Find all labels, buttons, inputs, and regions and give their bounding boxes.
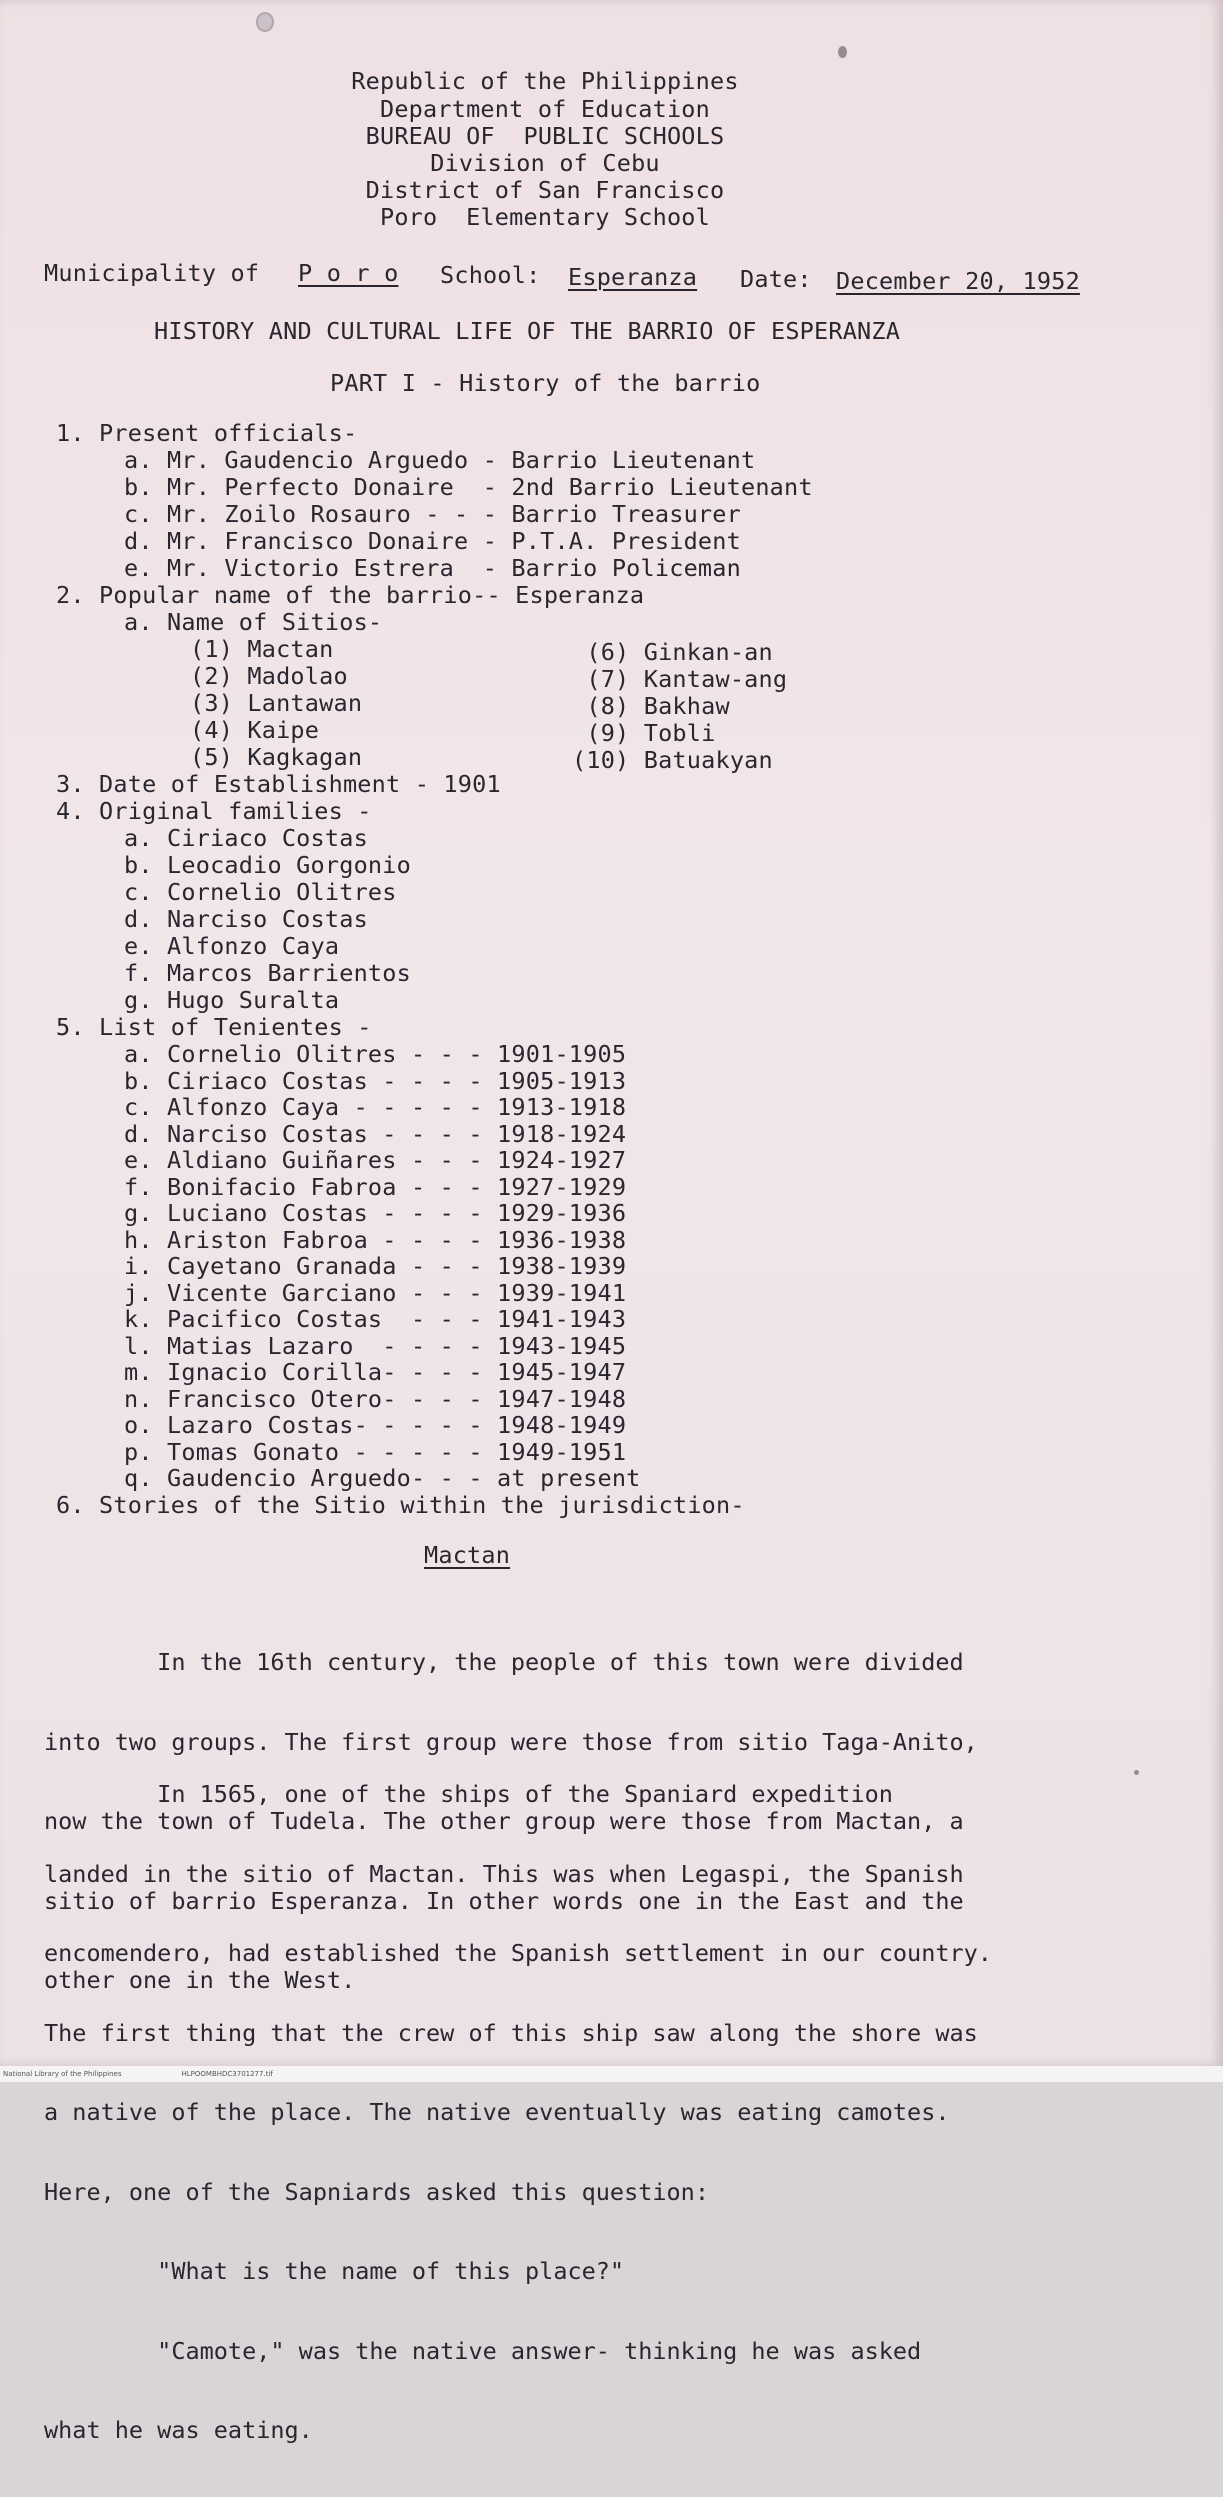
sitio-item: (8) Bakhaw [572,692,730,720]
section-tenientes-heading: 5. List of Tenientes - [56,1013,372,1041]
official-item: e. Mr. Victorio Estrera - Barrio Policeman [124,554,741,582]
teniente-item: d. Narciso Costas - - - - 1918-1924 [124,1119,627,1148]
teniente-item: i. Cayetano Granada - - - 1938-1939 [124,1252,627,1280]
sitio-item: (3) Lantawan [190,689,363,717]
section-popular-name-heading: 2. Popular name of the barrio-- Esperanza [56,581,645,609]
header-line-district: District of San Francisco [365,176,725,204]
teniente-item: e. Aldiano Guiñares - - - 1924-1927 [124,1146,627,1174]
paragraph-line: In the 16th century, the people of this town were divided [44,1648,964,1676]
sitio-item: (1) Mactan [190,635,334,663]
paragraph-line: now the town of Tudela. The other group were those from Mactan, a [44,1807,964,1835]
section-establishment-heading: 3. Date of Establishment - 1901 [56,770,501,798]
date-value: December 20, 1952 [836,267,1080,295]
scan-footer [0,2066,1223,2082]
section-families-heading: 4. Original families - [56,797,372,825]
family-item: f. Marcos Barrientos [124,959,411,987]
sitio-item: (5) Kagkagan [190,743,363,771]
ink-spot [838,46,847,58]
family-item: b. Leocadio Gorgonio [124,851,411,879]
part-title: PART I - History of the barrio [330,369,761,397]
paragraph-line: into two groups. The first group were those from sitio Taga-Anito, [44,1727,978,1756]
ink-spot [1134,1770,1139,1775]
sitio-item: (4) Kaipe [190,716,320,744]
official-item: d. Mr. Francisco Donaire - P.T.A. President [124,527,741,555]
teniente-item: a. Cornelio Olitres - - - 1901-1905 [124,1040,627,1068]
teniente-item: m. Ignacio Corilla- - - - 1945-1947 [124,1358,627,1386]
sitio-item: (2) Madolao [190,662,348,690]
teniente-item: q. Gaudencio Arguedo- - - at present [124,1464,641,1492]
story-paragraph-2 [44,1728,992,2497]
paragraph-line: what he was eating. [44,2416,313,2444]
official-item: b. Mr. Perfecto Donaire - 2nd Barrio Lieutenant [124,473,813,501]
teniente-item: h. Ariston Fabroa - - - - 1936-1938 [124,1225,627,1254]
paragraph-line: a native of the place. The native eventually was eating camotes. [44,2098,950,2126]
document-title: HISTORY AND CULTURAL LIFE OF THE BARRIO OF ESPERANZA [154,317,901,345]
family-item: c. Cornelio Olitres [124,878,397,906]
family-item: g. Hugo Suralta [124,986,340,1014]
paragraph-line: encomendero, had established the Spanish settlement in our country. [44,1939,992,1967]
municipality-label: Municipality of [44,259,260,287]
header-line-republic: Republic of the Philippines [351,67,739,95]
sitio-item: (7) Kantaw-ang [572,665,788,693]
sitio-item: (9) Tobli [572,719,716,747]
footer-source: National Library of the Philippines [3,2070,122,2078]
teniente-item: g. Luciano Costas - - - - 1929-1936 [124,1199,627,1227]
paragraph-line: "Camote," was the native answer- thinking he was asked [44,2336,922,2365]
header-line-department: Department of Education [379,95,710,123]
teniente-item: c. Alfonzo Caya - - - - - 1913-1918 [124,1093,627,1121]
teniente-item: p. Tomas Gonato - - - - - 1949-1951 [124,1437,627,1466]
sitio-item: (10) Batuakyan [572,746,773,774]
paragraph-line: Here, one of the Sapniards asked this question: [44,2177,709,2206]
header-line-bureau: BUREAU OF PUBLIC SCHOOLS [365,122,725,150]
teniente-item: f. Bonifacio Fabroa - - - 1927-1929 [124,1172,627,1201]
paragraph-line: "What is the name of this place?" [44,2257,625,2285]
footer-filename: HLPOOMBHDC3701277.tif [181,2070,273,2078]
paragraph-line: other one in the West. [44,1966,356,1994]
date-label: Date: [740,265,812,293]
paragraph-line: landed in the sitio of Mactan. This was when Legaspi, the Spanish [44,1859,964,1888]
header-line-division: Division of Cebu [430,149,660,177]
family-item: e. Alfonzo Caya [124,932,340,960]
paper-hole-mark [256,12,274,32]
header-line-school: Poro Elementary School [379,203,710,231]
family-item: a. Ciriaco Costas [124,824,368,852]
story-title: Mactan [424,1541,511,1569]
paragraph-line: In 1565, one of the ships of the Spaniard expedition [44,1780,893,1808]
official-item: c. Mr. Zoilo Rosauro - - - Barrio Treasurer [124,500,741,528]
municipality-value: P o r o [298,259,399,287]
teniente-item: k. Pacifico Costas - - - 1941-1943 [124,1305,627,1333]
teniente-item: n. Francisco Otero- - - - 1947-1948 [124,1384,627,1413]
teniente-item: j. Vicente Garciano - - - 1939-1941 [124,1278,627,1307]
official-item: a. Mr. Gaudencio Arguedo - Barrio Lieutenant [124,446,756,474]
section-officials-heading: 1. Present officials- [56,419,358,447]
paragraph-line: sitio of barrio Esperanza. In other words one in the East and the [44,1886,964,1915]
sitios-heading: a. Name of Sitios- [124,608,383,636]
school-label: School: [440,261,541,289]
school-value: Esperanza [568,263,698,291]
paragraph-line: The first thing that the crew of this ship saw along the shore was [44,2018,978,2047]
teniente-item: o. Lazaro Costas- - - - - 1948-1949 [124,1411,627,1439]
teniente-item: l. Matias Lazaro - - - - 1943-1945 [124,1331,627,1360]
sitio-item: (6) Ginkan-an [572,638,773,666]
family-item: d. Narciso Costas [124,905,368,933]
section-stories-heading: 6. Stories of the Sitio within the jurisdiction- [56,1491,745,1519]
teniente-item: b. Ciriaco Costas - - - - 1905-1913 [124,1066,627,1095]
